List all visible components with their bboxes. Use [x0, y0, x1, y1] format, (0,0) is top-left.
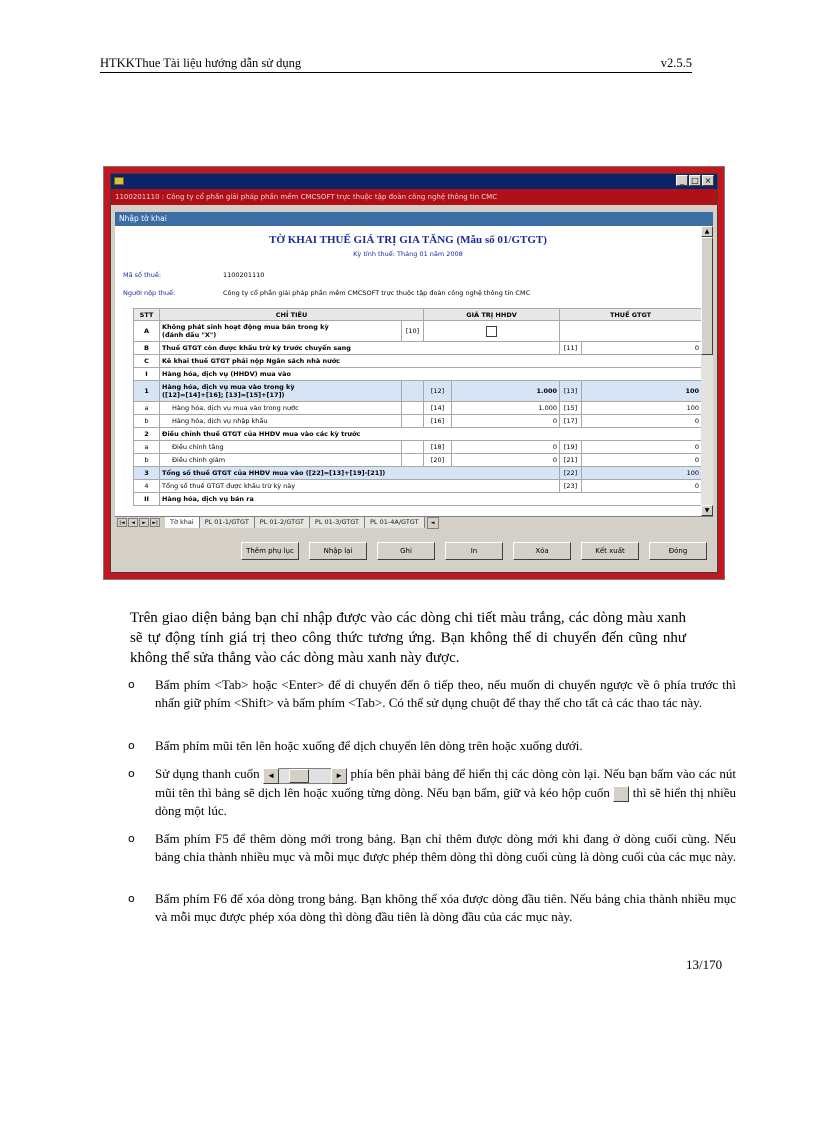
table-row [134, 381, 702, 402]
table-row [134, 493, 702, 506]
row-label: Thuế GTGT còn được khấu trừ kỳ trước chuyển sang [160, 342, 560, 355]
intro-paragraph: Trên giao diện bảng bạn chỉ nhập được vào các dòng chi tiết màu trắng, các dòng màu xanh sẽ tự động tính giá trị theo công thức tương ứng. Bạn không thể di chuyển đến cũng như không thể sửa thẳng vào các dòng màu xanh này được. [130, 610, 686, 666]
app-icon [114, 177, 124, 185]
form-period: Kỳ tính thuế: Tháng 01 năm 2008 [353, 250, 463, 258]
row-code: [10] [402, 321, 424, 342]
row-value-code: [14] [424, 402, 452, 415]
col-gia-tri: GIÁ TRỊ HHDV [424, 309, 560, 321]
bullet-icon: o [128, 767, 135, 780]
row-tax-input[interactable]: 0 [582, 441, 701, 454]
export-button[interactable]: Kết xuất [581, 542, 639, 560]
form-title: TỜ KHAI THUẾ GIÁ TRỊ GIA TĂNG (Mẫu số 01/GTGT) [269, 234, 547, 246]
right-arrow-icon: ► [331, 768, 347, 784]
list-item-text-part: thì sẽ hiển thị nhiều dòng một lúc. [155, 785, 737, 819]
row-stt: A [134, 321, 160, 342]
row-value-input[interactable]: 1.000 [452, 402, 560, 415]
row-label-line2: (đánh dấu "X") [162, 331, 217, 339]
sheet-tab-bar [115, 516, 713, 529]
row-tax-input[interactable]: 0 [582, 480, 701, 493]
row-value-code: [16] [424, 415, 452, 428]
app-window [110, 173, 718, 573]
row-value: 1.000 [452, 381, 560, 402]
row-stt: a [134, 441, 160, 454]
row-tax: 100 [582, 381, 701, 402]
row-tax-code: [21] [560, 454, 582, 467]
row-label [160, 381, 402, 402]
row-stt: 1 [134, 381, 160, 402]
maximize-button[interactable]: □ [689, 175, 701, 186]
bullet-icon: o [128, 678, 135, 691]
row-label: Hàng hóa, dịch vụ bán ra [160, 493, 702, 506]
bullet-icon: o [128, 739, 135, 752]
row-label: Điều chỉnh thuế GTGT của HHDV mua vào các kỳ trước [160, 428, 702, 441]
row-spacer [402, 441, 424, 454]
row-tax-code: [23] [560, 480, 582, 493]
bullet-icon: o [128, 892, 135, 905]
row-value-code: [18] [424, 441, 452, 454]
row-spacer [402, 381, 424, 402]
no-activity-checkbox[interactable] [486, 326, 497, 337]
scroll-track [279, 768, 331, 784]
table-row [134, 441, 702, 454]
row-stt: a [134, 402, 160, 415]
col-stt: STT [134, 309, 160, 321]
row-label-line2: ([12]=[14]+[16]; [13]=[15]+[17]) [162, 391, 285, 399]
panel-title: Nhập tờ khai [115, 212, 713, 226]
row-tax-code: [22] [560, 467, 582, 480]
taxpayer-value: Công ty cổ phần giải pháp phần mềm CMCSOFT trực thuộc tập đoàn công nghệ thông tin CMC [223, 289, 531, 297]
tab-pl-01-4a[interactable]: PL 01-4A/GTGT [365, 517, 425, 528]
row-tax-input[interactable]: 100 [582, 402, 701, 415]
row-tax-code: [13] [560, 381, 582, 402]
vertical-scrollbar[interactable] [701, 226, 713, 516]
row-label: Tổng số thuế GTGT của HHDV mua vào ([22]=[13]+[19]-[21]) [160, 467, 560, 480]
tax-code-value: 1100201110 [223, 271, 265, 279]
tab-pl-01-2[interactable]: PL 01-2/GTGT [255, 517, 310, 528]
screenshot-frame [103, 166, 725, 580]
scrollbar-illustration [263, 766, 347, 784]
add-appendix-button[interactable]: Thêm phụ lục [241, 542, 299, 560]
table-row [134, 355, 702, 368]
row-spacer [402, 415, 424, 428]
row-label [160, 321, 402, 342]
row-tax: 100 [582, 467, 701, 480]
minimize-button[interactable]: _ [676, 175, 688, 186]
list-item-text: Bấm phím F5 để thêm dòng mới trong bảng. Bạn chỉ thêm được dòng mới khi đang ở dòng cuối cùng. Nếu bảng chia thành nhiều mục và mỗi mục được phép thêm dòng thì dòng cuối cùng là dòng cuối của các mục này. [155, 831, 736, 864]
save-button[interactable]: Ghi [377, 542, 435, 560]
title-bar [111, 174, 717, 189]
tab-pl-01-1[interactable]: PL 01-1/GTGT [200, 517, 255, 528]
row-label: Điều chỉnh giảm [160, 454, 402, 467]
row-stt: B [134, 342, 160, 355]
scroll-box-icon [613, 786, 629, 802]
row-value-input[interactable]: 0 [452, 454, 560, 467]
list-item-text: Bấm phím <Tab> hoặc <Enter> để di chuyển đến ô tiếp theo, nếu muốn di chuyển ngược về ô phía trước thì nhấn giữ phím <Shift> và bấm phím <Tab>. Có thể sử dụng chuột để thay thế cho tất cả các thao tác này. [155, 677, 736, 710]
row-tax-code: [15] [560, 402, 582, 415]
list-item-text-part: phía bên phải bảng để hiển thị các dòng còn lại. Nếu bạn bấm vào các nút mũi tên thì bảng sẽ dịch lên hoặc xuống từng dòng. Nếu bạn bấm, giữ và kéo hộp cuốn [155, 766, 737, 801]
row-label-line1: Hàng hóa, dịch vụ mua vào trong kỳ [162, 383, 295, 391]
row-stt: b [134, 415, 160, 428]
action-bar [115, 530, 713, 566]
row-label: Hàng hóa, dịch vụ mua vào trong nước [160, 402, 402, 415]
last-sheet-icon[interactable]: ►| [150, 518, 160, 527]
table-row [134, 402, 702, 415]
row-stt: II [134, 493, 160, 506]
page-number: 13/170 [686, 957, 723, 972]
col-chi-tieu: CHỈ TIÊU [160, 309, 424, 321]
first-sheet-icon[interactable]: |◄ [117, 518, 127, 527]
row-label: Hàng hóa, dịch vụ nhập khẩu [160, 415, 402, 428]
close-button[interactable]: × [702, 175, 714, 186]
table-row [134, 467, 702, 480]
page-header [100, 56, 692, 73]
row-value-input[interactable]: 0 [452, 441, 560, 454]
form-table [133, 308, 701, 506]
prev-sheet-icon[interactable]: ◄ [128, 518, 138, 527]
row-stt: I [134, 368, 160, 381]
table-row [134, 454, 702, 467]
tax-code-label: Mã số thuế: [123, 271, 162, 279]
row-stt: 3 [134, 467, 160, 480]
print-button[interactable]: In [445, 542, 503, 560]
table-row [134, 428, 702, 441]
row-tax-code: [11] [560, 342, 582, 355]
row-stt: 2 [134, 428, 160, 441]
header-version: v2.5.5 [660, 56, 692, 70]
row-value-input[interactable]: 0 [452, 415, 560, 428]
list-item-text [155, 765, 736, 820]
scroll-thumb[interactable] [701, 237, 713, 355]
table-header [134, 309, 702, 321]
row-stt: 4 [134, 480, 160, 493]
tab-pl-01-3[interactable]: PL 01-3/GTGT [310, 517, 365, 528]
left-arrow-icon: ◄ [263, 768, 279, 784]
row-value-code: [12] [424, 381, 452, 402]
list-item-text-part: Sử dụng thanh cuốn [155, 766, 260, 781]
close-form-button[interactable]: Đóng [649, 542, 707, 560]
tax-form [115, 226, 701, 516]
table-row [134, 480, 702, 493]
table-row [134, 342, 702, 355]
scroll-up-icon[interactable]: ▲ [701, 226, 713, 237]
scroll-thumb-illustration [289, 769, 309, 783]
row-tax-code: [19] [560, 441, 582, 454]
row-label: Hàng hóa, dịch vụ (HHDV) mua vào [160, 368, 702, 381]
row-tax-input[interactable]: 0 [582, 415, 701, 428]
row-stt: b [134, 454, 160, 467]
row-spacer [402, 402, 424, 415]
next-sheet-icon[interactable]: ► [139, 518, 149, 527]
row-empty [560, 321, 701, 342]
row-tax-input[interactable]: 0 [582, 454, 701, 467]
row-value-code: [20] [424, 454, 452, 467]
bullet-icon: o [128, 832, 135, 845]
company-bar: 1100201110 : Công ty cổ phần giải pháp phần mềm CMCSOFT trực thuộc tập đoàn công nghệ thông tin CMC [111, 189, 717, 205]
table-row [134, 321, 702, 342]
table-row [134, 415, 702, 428]
col-thue: THUẾ GTGT [560, 309, 701, 321]
row-label: Kê khai thuế GTGT phải nộp Ngân sách nhà nước [160, 355, 702, 368]
row-stt: C [134, 355, 160, 368]
tab-scroll-icon[interactable]: ◄ [427, 517, 439, 529]
delete-button[interactable]: Xóa [513, 542, 571, 560]
list-item-text: Bấm phím mũi tên lên hoặc xuống để dịch chuyển lên dòng trên hoặc xuống dưới. [155, 738, 583, 753]
row-label: Điều chỉnh tăng [160, 441, 402, 454]
row-spacer [402, 454, 424, 467]
no-activity-cell [424, 321, 560, 342]
reset-button[interactable]: Nhập lại [309, 542, 367, 560]
header-title: HTKKThue Tài liệu hướng dẫn sử dụng [100, 56, 302, 70]
row-label: Tổng số thuế GTGT được khấu trừ kỳ này [160, 480, 560, 493]
table-row [134, 368, 702, 381]
list-item-text: Bấm phím F6 để xóa dòng trong bảng. Bạn không thể xóa được dòng đầu tiên. Nếu bảng chia thành nhiều mục và mỗi mục được phép xóa dòng thì dòng đầu tiên là dòng đầu của các mục này. [155, 891, 736, 924]
row-label-line1: Không phát sinh hoạt động mua bán trong kỳ [162, 323, 329, 331]
row-tax-input[interactable]: 0 [582, 342, 701, 355]
scroll-down-icon[interactable]: ▼ [701, 505, 713, 516]
row-tax-code: [17] [560, 415, 582, 428]
taxpayer-label: Người nộp thuế: [123, 289, 176, 297]
tab-to-khai[interactable]: Tờ khai [165, 517, 200, 528]
